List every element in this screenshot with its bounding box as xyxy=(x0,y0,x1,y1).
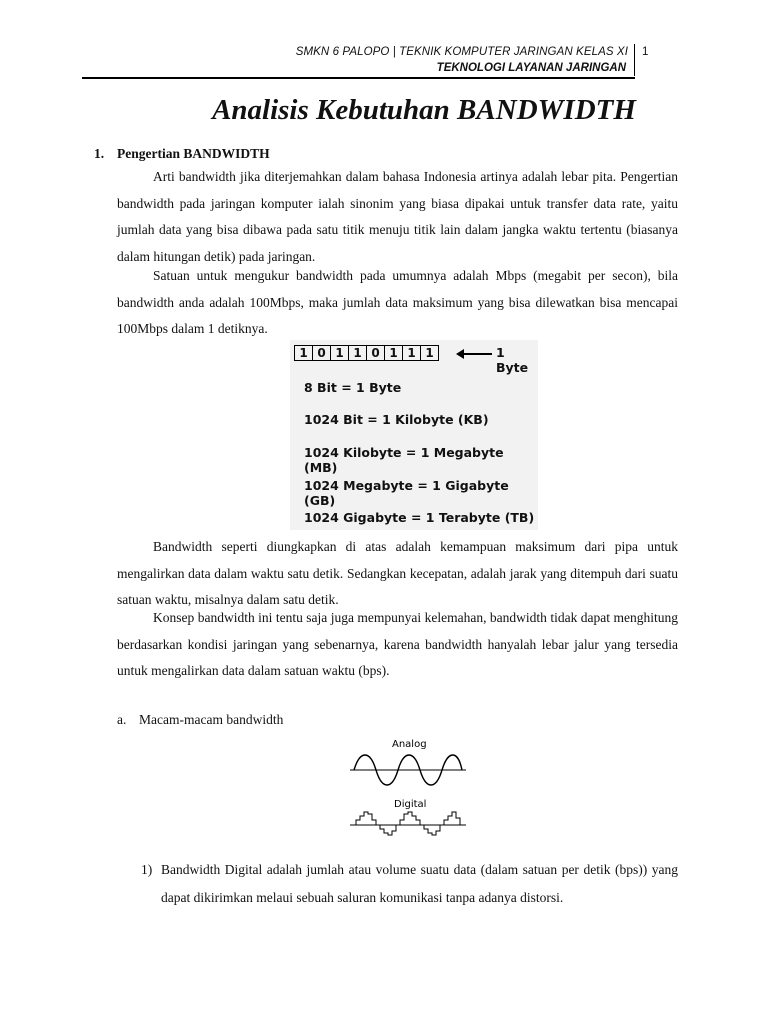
bit-row xyxy=(294,345,439,361)
paragraph-3: Bandwidth seperti diungkapkan di atas adalah kemampuan maksimum dari pipa untuk mengalirkan data dalam waktu satu detik. Sedangkan kecepatan, adalah jarak yang ditempuh dari suatu satuan waktu, misalnya dalam satu detik. xyxy=(117,539,678,607)
conversion-line: 1024 Bit = 1 Kilobyte (KB) xyxy=(304,412,489,427)
arrow-line xyxy=(458,353,492,355)
header-school-course: SMKN 6 PALOPO | TEKNIK KOMPUTER JARINGAN KELAS XI xyxy=(295,46,628,58)
header-divider xyxy=(634,44,635,76)
byte-label: 1 Byte xyxy=(496,345,529,375)
bit-cell: 0 xyxy=(313,346,331,360)
digital-wave xyxy=(356,812,460,835)
digital-label: Digital xyxy=(394,799,427,810)
bit-cell: 1 xyxy=(349,346,367,360)
analog-label: Analog xyxy=(392,739,427,750)
conversion-line: 1024 Kilobyte = 1 Megabyte (MB) xyxy=(304,445,504,475)
bit-cell: 1 xyxy=(425,346,434,360)
paragraph-2: Satuan untuk mengukur bandwidth pada umumnya adalah Mbps (megabit per secon), bila bandwidth anda adalah 100Mbps, maka jumlah data maksimum yang bisa dilewatkan bisa mencapai 100Mbps dalam 1 detiknya. xyxy=(117,268,678,336)
paragraph-4: Konsep bandwidth ini tentu saja juga mempunyai kelemahan, bandwidth tidak dapat menghitung berdasarkan kondisi jaringan yang sebenarnya, karena bandwidth hanyalah lebar jalur yang tersedia untuk mengalirkan data dalam satuan waktu (bps). xyxy=(117,610,678,678)
conversion-line: 1024 Gigabyte = 1 Terabyte (TB) xyxy=(304,510,535,525)
page-title: Analisis Kebutuhan BANDWIDTH xyxy=(212,94,636,126)
conversion-line: 1024 Megabyte = 1 Gigabyte (GB) xyxy=(304,478,509,508)
section-number: 1. xyxy=(94,146,105,161)
header-rule xyxy=(82,77,635,79)
section-heading-text: Pengertian BANDWIDTH xyxy=(117,146,270,161)
header-subject: TEKNOLOGI LAYANAN JARINGAN xyxy=(436,62,626,74)
list-item-text: Bandwidth Digital adalah jumlah atau volume suatu data (dalam satuan per detik (bps)) yang dapat dikirimkan melaui sebuah saluran komunikasi tanpa adanya distorsi. xyxy=(161,862,678,905)
byte-conversion-figure xyxy=(290,340,538,530)
signal-figure xyxy=(350,732,468,842)
list-item xyxy=(141,856,678,912)
bit-cell: 1 xyxy=(385,346,403,360)
bit-cell: 0 xyxy=(367,346,385,360)
list-item-number: 1) xyxy=(141,862,153,877)
section-heading xyxy=(94,146,270,162)
bit-cell: 1 xyxy=(295,346,313,360)
subsection-letter: a. xyxy=(117,712,127,727)
page-number: 1 xyxy=(642,46,649,58)
analog-digital-signal-diagram xyxy=(350,732,468,842)
bit-cell: 1 xyxy=(331,346,349,360)
paragraph-1: Arti bandwidth jika diterjemahkan dalam bahasa Indonesia artinya adalah lebar pita. Pengertian bandwidth pada jaringan komputer ialah sinonim yang biasa dipakai untuk transfer data rate, yaitu jumlah data yang bisa dibawa pada satu titik menuju titik lain dalam jangka waktu tertentu (biasanya dalam hitungan detik) pada jaringan. xyxy=(117,169,678,264)
conversion-line: 8 Bit = 1 Byte xyxy=(304,380,402,395)
subsection-heading xyxy=(117,712,283,728)
bit-cell: 1 xyxy=(403,346,421,360)
subsection-heading-text: Macam-macam bandwidth xyxy=(139,712,284,727)
